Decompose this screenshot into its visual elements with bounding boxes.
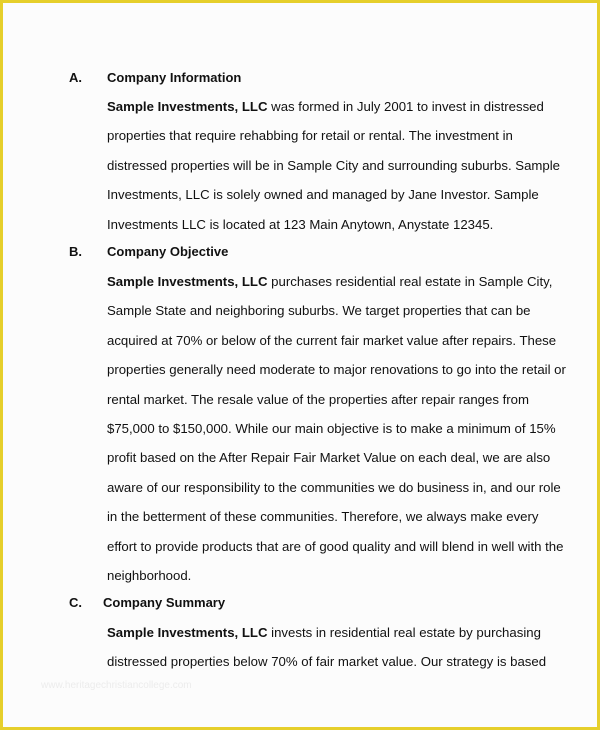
paragraph-line: Sample State and neighboring suburbs. We target properties that can be — [107, 303, 531, 319]
section-paragraph — [107, 92, 560, 239]
line-text: invests in residential real estate by purchasing — [267, 625, 541, 640]
watermark-text: www.heritagechristiancollege.com — [41, 680, 192, 691]
line-text: was formed in July 2001 to invest in distressed — [267, 99, 544, 114]
paragraph-line: in the betterment of these communities. Therefore, we always make every — [107, 509, 539, 525]
paragraph-line: properties that require rehabbing for retail or rental. The investment in — [107, 128, 513, 144]
section-letter: A. — [69, 70, 82, 85]
paragraph-line: effort to provide products that are of good quality and will blend in well with the — [107, 538, 564, 554]
company-name: Sample Investments, LLC — [107, 274, 268, 289]
paragraph-line: aware of our responsibility to the communities we do business in, and our role — [107, 479, 561, 495]
section-title: Company Summary — [103, 595, 226, 610]
company-name: Sample Investments, LLC — [107, 99, 268, 114]
paragraph-line: acquired at 70% or below of the current fair market value after repairs. These — [107, 332, 557, 348]
section-paragraph — [107, 618, 557, 677]
paragraph-line: profit based on the After Repair Fair Market Value on each deal, we are also — [107, 450, 551, 466]
section-letter: B. — [69, 244, 82, 259]
section-title: Company Objective — [107, 244, 229, 259]
paragraph-line: distressed properties below 70% of fair market value. Our strategy is based — [107, 654, 547, 670]
paragraph-line: $75,000 to $150,000. While our main objective is to make a minimum of 15% — [107, 420, 556, 436]
paragraph-line — [107, 618, 557, 647]
company-name: Sample Investments, LLC — [107, 625, 268, 640]
paragraph-line: Investments, LLC is solely owned and managed by Jane Investor. Sample — [107, 187, 539, 203]
paragraph-line — [107, 92, 557, 121]
paragraph-line: distressed properties will be in Sample City and surrounding suburbs. Sample — [107, 157, 560, 173]
paragraph-line — [107, 267, 557, 296]
paragraph-line: Investments LLC is located at 123 Main Anytown, Anystate 12345. — [107, 216, 494, 232]
paragraph-line: rental market. The resale value of the properties after repair ranges from — [107, 391, 529, 407]
section-paragraph — [107, 267, 566, 590]
section-title: Company Information — [107, 70, 242, 85]
line-text: purchases residential real estate in Sample City, — [267, 274, 553, 289]
section-letter: C. — [69, 595, 82, 610]
paragraph-line: neighborhood. — [107, 567, 192, 583]
paragraph-line: properties generally need moderate to major renovations to go into the retail or — [107, 362, 566, 378]
